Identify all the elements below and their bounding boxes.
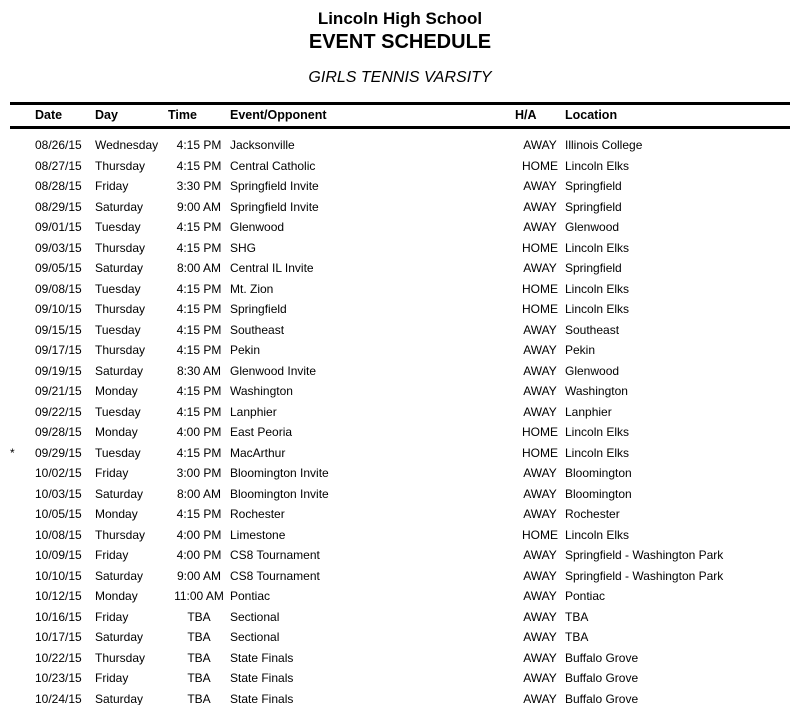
row-home-away: AWAY	[523, 486, 557, 501]
row-home-away: HOME	[522, 425, 558, 440]
row-day: Thursday	[95, 302, 146, 317]
row-date: 09/29/15	[35, 445, 82, 460]
row-home-away: AWAY	[523, 650, 557, 665]
row-home-away: AWAY	[523, 261, 557, 276]
row-location: Springfield	[565, 199, 622, 214]
row-home-away: HOME	[522, 281, 558, 296]
row-day: Monday	[95, 507, 138, 522]
row-date: 08/26/15	[35, 138, 82, 153]
row-event-opponent: Lanphier	[230, 404, 277, 419]
row-time: 4:15 PM	[176, 384, 222, 399]
row-date: 10/12/15	[35, 589, 82, 604]
table-row	[10, 607, 790, 628]
table-row	[10, 238, 790, 259]
row-location: Lincoln Elks	[565, 281, 630, 296]
row-note-marker	[10, 484, 35, 505]
column-header-home-away: H/A	[515, 104, 565, 128]
row-home-away: AWAY	[523, 322, 557, 337]
row-day: Thursday	[95, 650, 146, 665]
row-day: Thursday	[95, 240, 146, 255]
row-time: 3:30 PM	[176, 179, 222, 194]
row-time: 8:00 AM	[176, 261, 222, 276]
row-date: 10/09/15	[35, 548, 82, 563]
row-home-away: AWAY	[523, 220, 557, 235]
page-title: EVENT SCHEDULE	[308, 31, 492, 53]
row-note-marker	[10, 504, 35, 525]
row-note-marker	[10, 566, 35, 587]
row-location: Washington	[565, 384, 628, 399]
row-time: TBA	[187, 671, 211, 686]
row-time: 9:00 AM	[176, 568, 222, 583]
row-event-opponent: Central Catholic	[230, 158, 316, 173]
row-date: 10/24/15	[35, 691, 82, 705]
row-day: Monday	[95, 425, 138, 440]
table-row	[10, 176, 790, 197]
row-event-opponent: Pekin	[230, 343, 261, 358]
row-location: Lincoln Elks	[565, 445, 630, 460]
row-location: Pekin	[565, 343, 596, 358]
row-date: 09/28/15	[35, 425, 82, 440]
table-row	[10, 320, 790, 341]
row-note-marker	[10, 279, 35, 300]
row-date: 09/21/15	[35, 384, 82, 399]
row-date: 10/23/15	[35, 671, 82, 686]
row-home-away: AWAY	[523, 199, 557, 214]
table-row	[10, 586, 790, 607]
row-date: 08/28/15	[35, 179, 82, 194]
row-event-opponent: Glenwood Invite	[230, 363, 317, 378]
row-location: Buffalo Grove	[565, 691, 639, 705]
row-day: Friday	[95, 466, 129, 481]
row-date: 10/08/15	[35, 527, 82, 542]
row-event-opponent: Bloomington Invite	[230, 486, 329, 501]
row-day: Saturday	[95, 199, 144, 214]
table-row	[10, 340, 790, 361]
row-event-opponent: Sectional	[230, 630, 280, 645]
row-day: Tuesday	[95, 445, 141, 460]
row-date: 09/10/15	[35, 302, 82, 317]
row-time: 4:15 PM	[176, 281, 222, 296]
row-location: Lincoln Elks	[565, 240, 630, 255]
team-subtitle: GIRLS TENNIS VARSITY	[308, 69, 492, 86]
row-location: Springfield - Washington Park	[565, 548, 724, 563]
row-location: Springfield	[565, 261, 622, 276]
row-date: 09/19/15	[35, 363, 82, 378]
row-time: TBA	[187, 650, 211, 665]
column-header-location: Location	[565, 104, 790, 128]
row-home-away: AWAY	[523, 466, 557, 481]
table-row	[10, 545, 790, 566]
row-location: Buffalo Grove	[565, 650, 639, 665]
table-row	[10, 689, 790, 705]
row-event-opponent: Pontiac	[230, 589, 271, 604]
row-note-marker	[10, 586, 35, 607]
row-time: 4:15 PM	[176, 158, 222, 173]
row-day: Monday	[95, 384, 138, 399]
row-location: Springfield	[565, 179, 622, 194]
column-header-date: Date	[35, 104, 95, 128]
row-home-away: AWAY	[523, 671, 557, 686]
table-row	[10, 299, 790, 320]
row-time: 3:00 PM	[176, 466, 222, 481]
schedule-table-header	[10, 104, 790, 128]
row-note-marker	[10, 607, 35, 628]
row-time: TBA	[187, 630, 211, 645]
row-location: Bloomington	[565, 466, 632, 481]
row-location: Springfield - Washington Park	[565, 568, 724, 583]
row-date: 10/22/15	[35, 650, 82, 665]
row-home-away: HOME	[522, 240, 558, 255]
row-time: 4:15 PM	[176, 343, 222, 358]
row-event-opponent: Jacksonville	[230, 138, 295, 153]
row-home-away: HOME	[522, 445, 558, 460]
row-event-opponent: State Finals	[230, 671, 294, 686]
row-day: Saturday	[95, 568, 144, 583]
schedule-table-body	[10, 128, 790, 705]
row-note-marker	[10, 156, 35, 177]
row-location: Glenwood	[565, 363, 620, 378]
row-event-opponent: Limestone	[230, 527, 286, 542]
row-time: 4:15 PM	[176, 507, 222, 522]
row-day: Tuesday	[95, 281, 141, 296]
row-event-opponent: Springfield Invite	[230, 179, 319, 194]
row-date: 10/10/15	[35, 568, 82, 583]
row-day: Tuesday	[95, 404, 141, 419]
row-date: 10/16/15	[35, 609, 82, 624]
row-event-opponent: CS8 Tournament	[230, 548, 320, 563]
row-note-marker	[10, 689, 35, 705]
row-time: 4:15 PM	[176, 220, 222, 235]
row-note-marker	[10, 320, 35, 341]
row-event-opponent: East Peoria	[230, 425, 293, 440]
table-row	[10, 566, 790, 587]
row-date: 09/03/15	[35, 240, 82, 255]
row-note-marker	[10, 340, 35, 361]
column-header-note	[10, 104, 35, 128]
row-event-opponent: Washington	[230, 384, 293, 399]
row-note-marker	[10, 381, 35, 402]
table-row	[10, 668, 790, 689]
row-home-away: AWAY	[523, 589, 557, 604]
row-note-marker	[10, 668, 35, 689]
row-time: 8:00 AM	[176, 486, 222, 501]
row-day: Monday	[95, 589, 138, 604]
row-location: Lincoln Elks	[565, 527, 630, 542]
row-home-away: HOME	[522, 158, 558, 173]
row-home-away: AWAY	[523, 507, 557, 522]
column-header-time: Time	[168, 104, 230, 128]
row-time: 4:15 PM	[176, 445, 222, 460]
row-day: Saturday	[95, 630, 144, 645]
row-time: 4:15 PM	[176, 322, 222, 337]
row-day: Thursday	[95, 527, 146, 542]
row-event-opponent: CS8 Tournament	[230, 568, 320, 583]
row-day: Tuesday	[95, 220, 141, 235]
row-date: 09/05/15	[35, 261, 82, 276]
row-home-away: AWAY	[523, 179, 557, 194]
row-note-marker	[10, 128, 35, 156]
row-home-away: AWAY	[523, 138, 557, 153]
row-event-opponent: Bloomington Invite	[230, 466, 329, 481]
row-day: Saturday	[95, 691, 144, 705]
row-location: Southeast	[565, 322, 620, 337]
row-day: Tuesday	[95, 322, 141, 337]
row-location: Lanphier	[565, 404, 612, 419]
row-event-opponent: Glenwood	[230, 220, 285, 235]
row-event-opponent: Sectional	[230, 609, 280, 624]
school-name: Lincoln High School	[317, 9, 483, 28]
row-location: Lincoln Elks	[565, 425, 630, 440]
row-time: 4:00 PM	[176, 425, 222, 440]
row-time: 4:00 PM	[176, 548, 222, 563]
row-time: 4:15 PM	[176, 404, 222, 419]
table-row	[10, 197, 790, 218]
row-event-opponent: SHG	[230, 240, 257, 255]
row-home-away: AWAY	[523, 404, 557, 419]
row-note-marker	[10, 463, 35, 484]
row-date: 08/29/15	[35, 199, 82, 214]
row-home-away: AWAY	[523, 384, 557, 399]
schedule-table	[10, 102, 790, 705]
row-day: Thursday	[95, 343, 146, 358]
column-header-event-opponent: Event/Opponent	[230, 104, 515, 128]
row-time: 4:00 PM	[176, 527, 222, 542]
row-day: Saturday	[95, 486, 144, 501]
row-home-away: AWAY	[523, 630, 557, 645]
row-event-opponent: Springfield Invite	[230, 199, 319, 214]
row-home-away: HOME	[522, 527, 558, 542]
row-event-opponent: State Finals	[230, 691, 294, 705]
row-note-marker	[10, 197, 35, 218]
column-header-day: Day	[95, 104, 168, 128]
row-event-opponent: State Finals	[230, 650, 294, 665]
row-note-marker	[10, 299, 35, 320]
table-row	[10, 128, 790, 156]
table-row	[10, 627, 790, 648]
row-home-away: HOME	[522, 302, 558, 317]
row-day: Friday	[95, 179, 129, 194]
row-time: 4:15 PM	[176, 240, 222, 255]
table-row	[10, 361, 790, 382]
table-row	[10, 258, 790, 279]
row-location: TBA	[565, 630, 589, 645]
row-home-away: AWAY	[523, 568, 557, 583]
header-row	[10, 104, 790, 128]
row-day: Saturday	[95, 261, 144, 276]
row-location: Illinois College	[565, 138, 643, 153]
table-row	[10, 156, 790, 177]
row-event-opponent: Mt. Zion	[230, 281, 274, 296]
row-note-marker	[10, 627, 35, 648]
row-date: 10/02/15	[35, 466, 82, 481]
row-time: 8:30 AM	[176, 363, 222, 378]
row-home-away: AWAY	[523, 548, 557, 563]
row-event-opponent: Springfield	[230, 302, 287, 317]
table-row	[10, 422, 790, 443]
table-row	[10, 381, 790, 402]
row-note-marker	[10, 525, 35, 546]
row-location: TBA	[565, 609, 589, 624]
table-row	[10, 217, 790, 238]
row-date: 09/01/15	[35, 220, 82, 235]
row-note-marker	[10, 545, 35, 566]
row-event-opponent: MacArthur	[230, 445, 286, 460]
row-time: 4:15 PM	[176, 302, 222, 317]
table-row	[10, 484, 790, 505]
row-home-away: AWAY	[523, 343, 557, 358]
row-event-opponent: Rochester	[230, 507, 285, 522]
row-day: Saturday	[95, 363, 144, 378]
row-location: Bloomington	[565, 486, 632, 501]
row-note-marker	[10, 422, 35, 443]
table-row	[10, 504, 790, 525]
row-location: Lincoln Elks	[565, 158, 630, 173]
table-row	[10, 402, 790, 423]
row-event-opponent: Southeast	[230, 322, 285, 337]
table-row	[10, 443, 790, 464]
row-time: TBA	[187, 691, 211, 705]
row-home-away: AWAY	[523, 691, 557, 705]
row-location: Rochester	[565, 507, 620, 522]
row-location: Glenwood	[565, 220, 620, 235]
row-time: 11:00 AM	[174, 589, 224, 604]
row-note-marker	[10, 648, 35, 669]
row-date: 09/15/15	[35, 322, 82, 337]
row-date: 09/22/15	[35, 404, 82, 419]
row-home-away: AWAY	[523, 609, 557, 624]
row-note-marker	[10, 238, 35, 259]
row-event-opponent: Central IL Invite	[230, 261, 314, 276]
row-time: TBA	[187, 609, 211, 624]
row-date: 10/05/15	[35, 507, 82, 522]
row-date: 10/03/15	[35, 486, 82, 501]
row-day: Friday	[95, 609, 129, 624]
row-date: 10/17/15	[35, 630, 82, 645]
row-time: 9:00 AM	[176, 199, 222, 214]
row-location: Pontiac	[565, 589, 606, 604]
row-day: Thursday	[95, 158, 146, 173]
row-day: Friday	[95, 671, 129, 686]
table-row	[10, 279, 790, 300]
row-day: Friday	[95, 548, 129, 563]
row-date: 08/27/15	[35, 158, 82, 173]
row-note-marker	[10, 176, 35, 197]
table-row	[10, 525, 790, 546]
row-day: Wednesday	[95, 138, 159, 153]
row-location: Lincoln Elks	[565, 302, 630, 317]
row-note-marker	[10, 361, 35, 382]
row-home-away: AWAY	[523, 363, 557, 378]
row-note-marker	[10, 402, 35, 423]
row-note-marker	[10, 217, 35, 238]
row-date: 09/17/15	[35, 343, 82, 358]
row-note-marker	[10, 258, 35, 279]
row-date: 09/08/15	[35, 281, 82, 296]
row-location: Buffalo Grove	[565, 671, 639, 686]
table-row	[10, 463, 790, 484]
row-time: 4:15 PM	[176, 138, 222, 153]
row-note-marker: *	[10, 445, 15, 460]
table-row	[10, 648, 790, 669]
